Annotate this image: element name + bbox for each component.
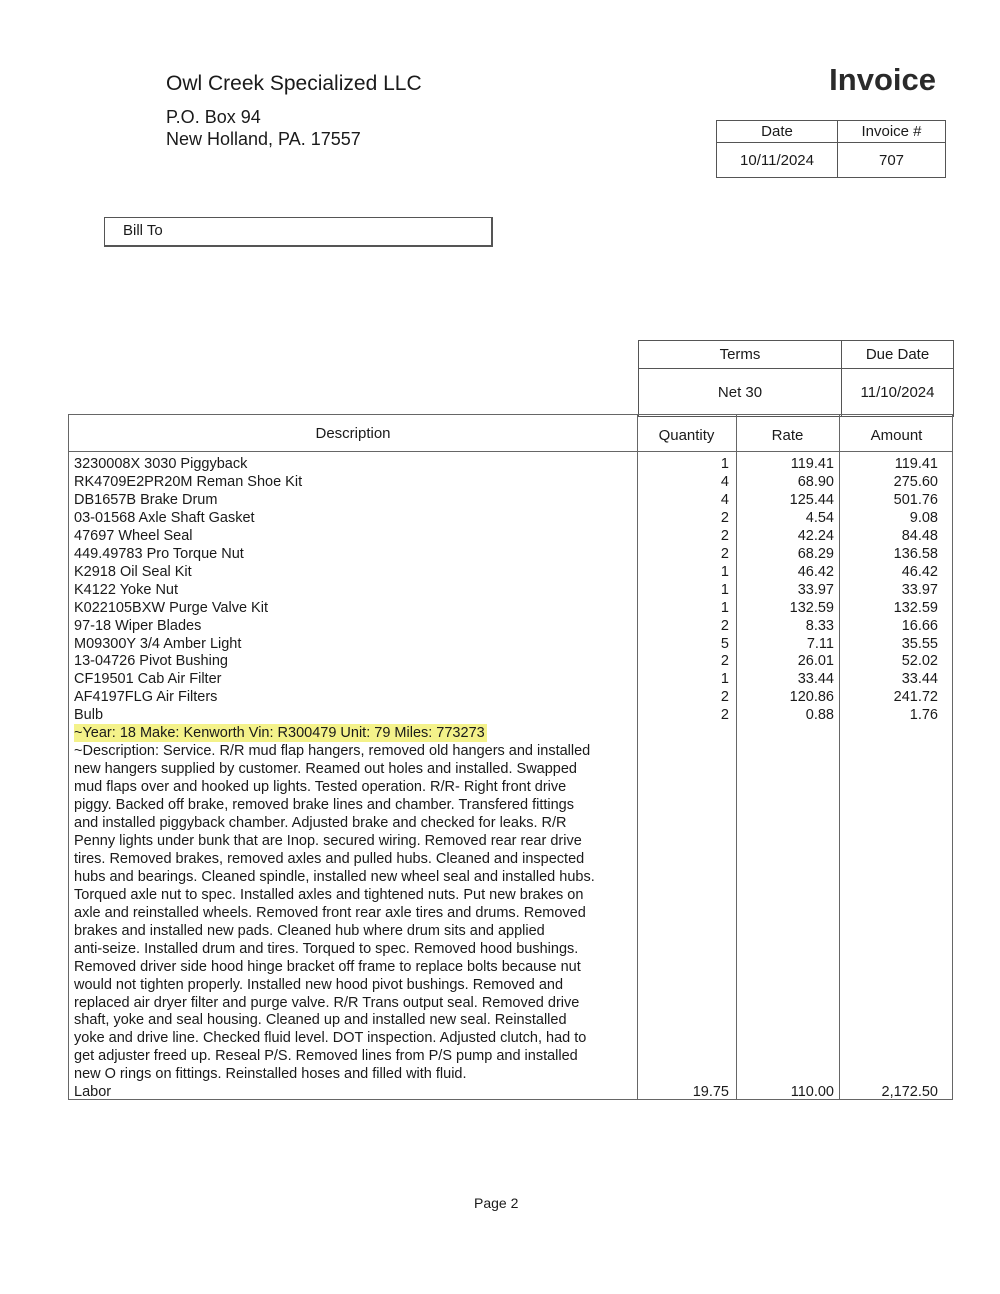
item-rate: 132.59 <box>789 599 834 616</box>
item-amount: 84.48 <box>901 527 938 544</box>
description-line-row <box>69 742 952 760</box>
item-amount: 132.59 <box>893 599 938 616</box>
item-rate: 26.01 <box>797 653 834 670</box>
bill-to-box <box>104 217 493 247</box>
table-row <box>69 652 952 670</box>
description-line-row <box>69 886 952 904</box>
item-quantity: 1 <box>720 599 729 616</box>
description-line-row <box>69 994 952 1012</box>
table-header <box>69 415 952 452</box>
description-line-row <box>69 940 952 958</box>
description-line-row <box>69 814 952 832</box>
item-amount: 1.76 <box>909 707 938 724</box>
invoice-meta-table <box>716 120 946 178</box>
labor-rate: 110.00 <box>790 1084 834 1101</box>
description-line-row <box>69 868 952 886</box>
item-description: 13-04726 Pivot Bushing <box>74 653 228 670</box>
item-quantity: 2 <box>720 617 729 634</box>
item-description: M09300Y 3/4 Amber Light <box>74 635 242 652</box>
date-label: Date <box>717 121 838 143</box>
terms-value: Net 30 <box>639 369 842 417</box>
item-quantity: 2 <box>720 689 729 706</box>
company-address-line1: P.O. Box 94 <box>166 107 261 127</box>
service-description-line: and installed piggyback chamber. Adjusted brake and checked for leaks. R/R <box>74 815 567 831</box>
item-description: CF19501 Cab Air Filter <box>74 671 222 688</box>
item-rate: 33.97 <box>797 581 834 598</box>
item-description: 47697 Wheel Seal <box>74 527 193 544</box>
table-row <box>69 688 952 706</box>
table-row <box>69 670 952 688</box>
item-quantity: 2 <box>720 527 729 544</box>
item-amount: 241.72 <box>893 689 938 706</box>
item-rate: 33.44 <box>797 671 834 688</box>
description-line-row <box>69 832 952 850</box>
table-row <box>69 473 952 491</box>
item-amount: 501.76 <box>893 491 938 508</box>
service-description-line: brakes and installed new pads. Cleaned hub where drum sits and applied <box>74 922 545 939</box>
service-description-line: anti-seize. Installed drum and tires. Torqued to spec. Removed hood bushings. <box>74 940 579 957</box>
vehicle-info-row <box>69 724 952 742</box>
description-line-row <box>69 1011 952 1029</box>
service-description-line: mud flaps over and hooked up lights. Tested operation. R/R- Right front drive <box>74 779 567 796</box>
quantity-header: Quantity <box>658 427 715 444</box>
item-rate: 8.33 <box>805 617 834 634</box>
service-description-line: Torqued axle nut to spec. Installed axles and tightened nuts. Put new brakes on <box>74 886 584 903</box>
labor-description: Labor <box>74 1084 112 1101</box>
item-description: AF4197FLG Air Filters <box>74 689 218 706</box>
bill-to-label: Bill To <box>123 222 163 239</box>
terms-table <box>638 340 954 417</box>
service-description-line: replaced air dryer filter and purge valve. R/R Trans output seal. Removed drive <box>74 994 580 1011</box>
table-row <box>69 509 952 527</box>
item-amount: 16.66 <box>901 617 938 634</box>
item-quantity: 1 <box>720 456 729 472</box>
item-rate: 68.90 <box>797 473 834 490</box>
item-quantity: 1 <box>720 563 729 580</box>
description-line-row <box>69 922 952 940</box>
item-amount: 35.55 <box>901 635 938 652</box>
invoice-number-label: Invoice # <box>838 121 946 143</box>
item-rate: 7.11 <box>806 635 834 652</box>
item-rate: 0.88 <box>805 707 834 724</box>
table-row <box>69 455 952 473</box>
item-quantity: 2 <box>720 707 729 724</box>
labor-quantity: 19.75 <box>692 1084 729 1101</box>
item-description: 449.49783 Pro Torque Nut <box>74 545 244 562</box>
service-description-line: new O rings on fittings. Reinstalled hoses and filled with fluid. <box>74 1066 467 1083</box>
item-amount: 46.42 <box>901 563 938 580</box>
table-row <box>69 545 952 563</box>
item-rate: 120.86 <box>789 689 834 706</box>
terms-label: Terms <box>639 341 842 369</box>
item-amount: 136.58 <box>893 545 938 562</box>
service-description-line: shaft, yoke and seal housing. Cleaned up and installed new seal. Reinstalled <box>74 1012 567 1029</box>
item-amount: 33.44 <box>901 671 938 688</box>
item-description: Bulb <box>74 707 104 724</box>
vehicle-info: ~Year: 18 Make: Kenworth Vin: R300479 Unit: 79 Miles: 773273 <box>74 725 485 742</box>
item-rate: 46.42 <box>797 563 834 580</box>
item-quantity: 5 <box>720 635 729 652</box>
labor-amount: 2,172.50 <box>881 1084 938 1101</box>
description-line-row <box>69 976 952 994</box>
item-description: 3230008X 3030 Piggyback <box>74 456 248 472</box>
item-amount: 9.08 <box>909 509 938 526</box>
table-row <box>69 563 952 581</box>
item-description: 03-01568 Axle Shaft Gasket <box>74 509 255 526</box>
description-line-row <box>69 760 952 778</box>
company-name: Owl Creek Specialized LLC <box>166 72 422 95</box>
table-row <box>69 599 952 617</box>
date-value: 10/11/2024 <box>717 143 838 178</box>
line-items-table <box>68 414 953 1100</box>
labor-row <box>69 1083 952 1101</box>
page-number: Page 2 <box>474 1195 519 1211</box>
item-quantity: 2 <box>720 509 729 526</box>
item-quantity: 2 <box>720 545 729 562</box>
due-date-value: 11/10/2024 <box>842 369 954 417</box>
item-rate: 119.41 <box>790 456 834 472</box>
item-amount: 33.97 <box>901 581 938 598</box>
description-line-row <box>69 958 952 976</box>
item-rate: 42.24 <box>797 527 834 544</box>
service-description-line: hubs and bearings. Cleaned spindle, installed new wheel seal and installed hubs. <box>74 868 595 885</box>
table-row <box>69 617 952 635</box>
item-quantity: 4 <box>720 491 729 508</box>
service-description-line: piggy. Backed off brake, removed brake lines and chamber. Transfered fittings <box>74 797 574 814</box>
rate-header: Rate <box>771 427 804 444</box>
item-description: K022105BXW Purge Valve Kit <box>74 599 268 616</box>
company-address-line2: New Holland, PA. 17557 <box>166 129 361 149</box>
item-description: K2918 Oil Seal Kit <box>74 563 192 580</box>
service-description-line: tires. Removed brakes, removed axles and pulled hubs. Cleaned and inspected <box>74 850 585 867</box>
table-row <box>69 706 952 724</box>
table-row <box>69 527 952 545</box>
item-description: DB1657B Brake Drum <box>74 491 218 508</box>
item-quantity: 1 <box>720 581 729 598</box>
description-line-row <box>69 778 952 796</box>
table-row <box>69 491 952 509</box>
due-date-label: Due Date <box>842 341 954 369</box>
description-line-row <box>69 1029 952 1047</box>
description-line-row <box>69 904 952 922</box>
item-quantity: 1 <box>720 671 729 688</box>
description-line-row <box>69 1065 952 1083</box>
description-line-row <box>69 850 952 868</box>
service-description-line: yoke and drive line. Checked fluid level. DOT inspection. Adjusted clutch, had to <box>74 1030 587 1047</box>
service-description-line: axle and reinstalled wheels. Removed front rear axle tires and drums. Removed <box>74 904 586 921</box>
item-rate: 68.29 <box>797 545 834 562</box>
amount-header: Amount <box>870 427 923 444</box>
item-quantity: 2 <box>720 653 729 670</box>
invoice-number-value: 707 <box>838 143 946 178</box>
table-row <box>69 635 952 653</box>
item-description: K4122 Yoke Nut <box>74 581 179 598</box>
document-title: Invoice <box>829 62 936 97</box>
description-line-row <box>69 796 952 814</box>
service-description-line: Removed driver side hood hinge bracket off frame to replace bolts because nut <box>74 958 581 975</box>
service-description-line: would not tighten properly. Installed new hood pivot bushings. Removed and <box>74 976 564 993</box>
item-description: RK4709E2PR20M Reman Shoe Kit <box>74 473 303 490</box>
table-row <box>69 581 952 599</box>
item-rate: 4.54 <box>805 509 834 526</box>
item-amount: 275.60 <box>893 473 938 490</box>
item-amount: 52.02 <box>901 653 938 670</box>
service-description-line: get adjuster freed up. Reseal P/S. Removed lines from P/S pump and installed <box>74 1048 578 1065</box>
description-line-row <box>69 1047 952 1065</box>
description-header: Description <box>315 425 391 442</box>
item-description: 97-18 Wiper Blades <box>74 617 202 634</box>
service-description-line: new hangers supplied by customer. Reamed out holes and installed. Swapped <box>74 761 577 778</box>
service-description-line: ~Description: Service. R/R mud flap hangers, removed old hangers and installed <box>74 743 591 760</box>
service-description-line: Penny lights under bunk that are Inop. secured wiring. Removed rear rear drive <box>74 832 582 849</box>
item-amount: 119.41 <box>894 456 938 472</box>
item-rate: 125.44 <box>789 491 834 508</box>
item-quantity: 4 <box>720 473 729 490</box>
